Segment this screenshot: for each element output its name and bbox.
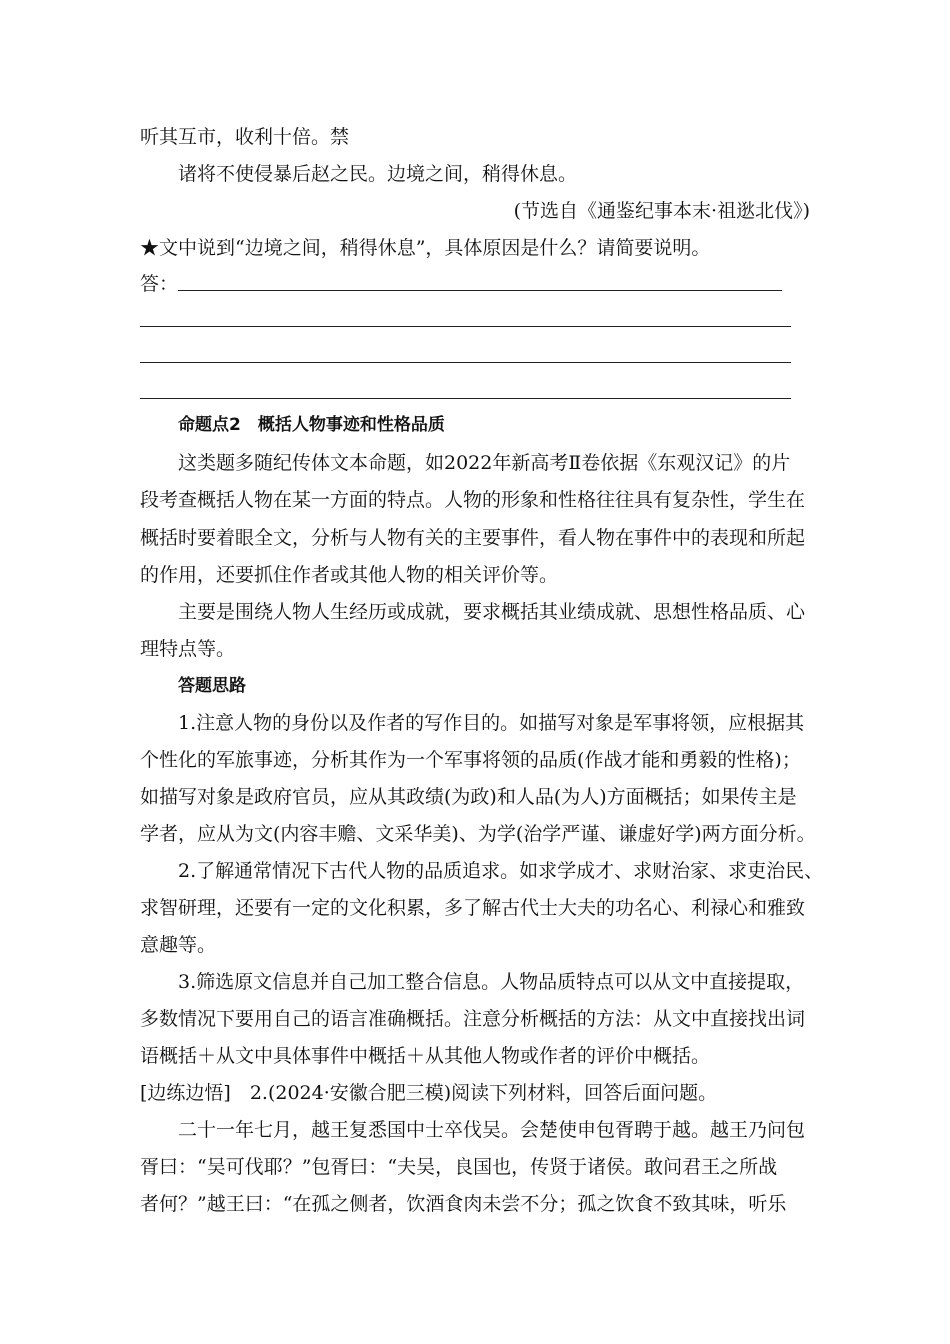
tip-line: 3.筛选原文信息并自己加工整合信息。人物品质特点可以从文中直接提取，: [178, 971, 805, 993]
paragraph-line: 这类题多随纪传体文本命题，如2022年新高考Ⅱ卷依据《东观汉记》的片: [178, 452, 791, 474]
passage-source: (节选自《通鉴纪事本末·祖逖北伐》): [513, 200, 810, 222]
tip-line: 1.注意人物的身份以及作者的写作目的。如描写对象是军事将领，应根据其: [178, 712, 805, 734]
tip-line: 个性化的军旅事迹，分析其作为一个军事将领的品质(作战才能和勇毅的性格)；: [140, 749, 801, 771]
practice-instruction: [140, 1079, 830, 1107]
tip-line: 如描写对象是政府官员，应从其政绩(为政)和人品(为人)方面概括；如果传主是: [140, 786, 797, 808]
answer-label: 答：: [140, 273, 179, 295]
practice-instruction-text: 2.(2024·安徽合肥三模)阅读下列材料，回答后面问题。: [230, 1082, 718, 1104]
question-prompt: ★文中说到“边境之间，稍得休息”，具体原因是什么？请简要说明。: [140, 237, 711, 259]
answer-line[interactable]: [178, 290, 782, 291]
paragraph-line: 主要是围绕人物人生经历或成就，要求概括其业绩成就、思想性格品质、心: [178, 601, 806, 623]
tip-line: 学者，应从为文(内容丰赡、文采华美)、为学(治学严谨、谦虚好学)两方面分析。: [140, 823, 816, 845]
practice-label: [边练边悟]: [140, 1082, 231, 1104]
passage-line: 胥曰：“吴可伐耶？”包胥曰：“夫吴，良国也，传贤于诸侯。敢问君王之所战: [140, 1156, 778, 1178]
paragraph-line: 段考查概括人物在某一方面的特点。人物的形象和性格往往具有复杂性，学生在: [140, 489, 806, 511]
tip-line: 语概括＋从文中具体事件中概括＋从其他人物或作者的评价中概括。: [140, 1045, 711, 1067]
passage-line: 听其互市，收利十倍。禁: [140, 126, 350, 148]
passage-line: 诸将不使侵暴后赵之民。边境之间，稍得休息。: [178, 163, 578, 185]
tip-line: 2.了解通常情况下古代人物的品质追求。如求学成才、求财治家、求吏治民、: [178, 860, 824, 882]
answer-line[interactable]: [140, 326, 791, 327]
passage-line: 二十一年七月，越王复悉国中士卒伐吴。会楚使申包胥聘于越。越王乃问包: [178, 1119, 806, 1141]
answer-line[interactable]: [140, 398, 791, 399]
tips-heading: 答题思路: [178, 676, 246, 696]
tip-line: 意趣等。: [140, 934, 217, 956]
tip-line: 求智研理，还要有一定的文化积累，多了解古代士大夫的功名心、利禄心和雅致: [140, 897, 806, 919]
passage-line: 者何？”越王曰：“在孤之侧者，饮酒食肉未尝不分；孤之饮食不致其味，听乐: [140, 1193, 787, 1215]
paragraph-line: 概括时要着眼全文，分析与人物有关的主要事件，看人物在事件中的表现和所起: [140, 527, 806, 549]
section-heading: 命题点2 概括人物事迹和性格品质: [178, 415, 445, 435]
paragraph-line: 的作用，还要抓住作者或其他人物的相关评价等。: [140, 564, 559, 586]
tip-line: 多数情况下要用自己的语言准确概括。注意分析概括的方法：从文中直接找出词: [140, 1008, 806, 1030]
paragraph-line: 理特点等。: [140, 638, 236, 660]
answer-line[interactable]: [140, 362, 791, 363]
